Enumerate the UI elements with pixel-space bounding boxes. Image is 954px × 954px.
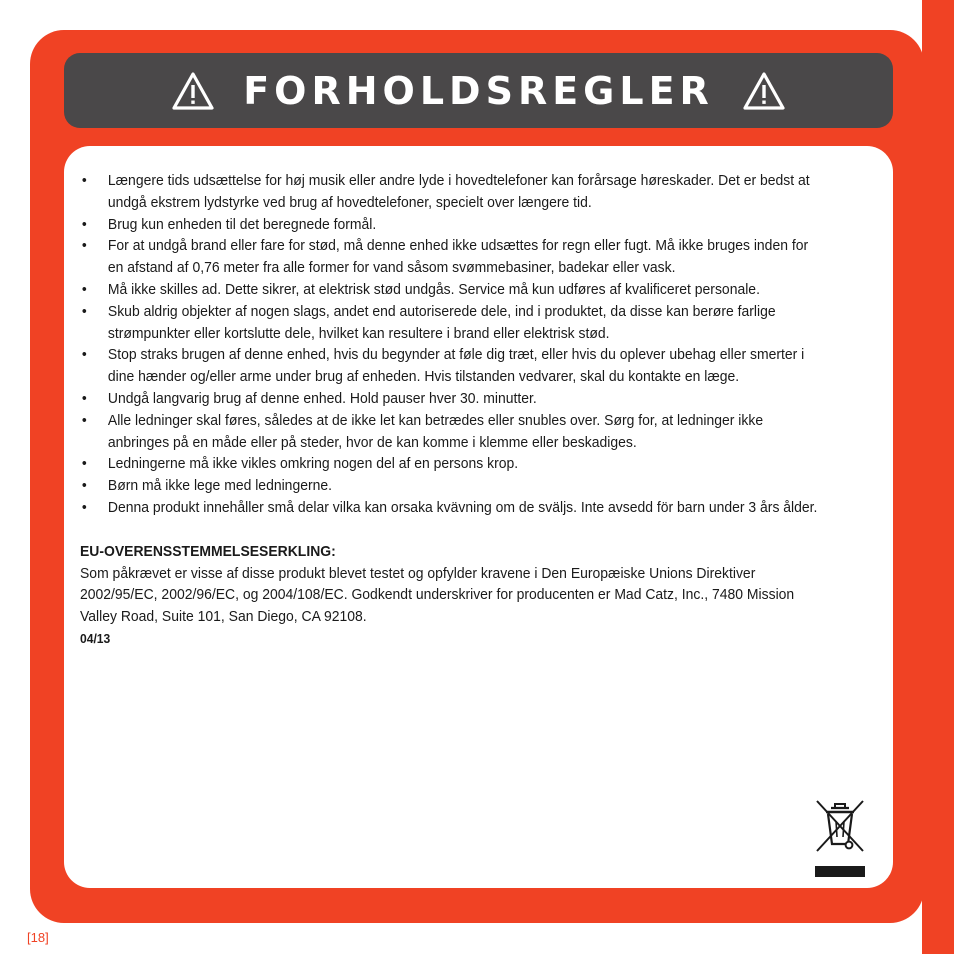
- eu-declaration-heading: EU-OVERENSSTEMMELSESERKLING:: [80, 542, 336, 560]
- precautions-list: [80, 170, 824, 519]
- warning-triangle-icon: [171, 71, 215, 111]
- list-item: • Undgå langvarig brug af denne enhed. Hold pauser hver 30. minutter.: [80, 388, 824, 410]
- list-item: • For at undgå brand eller fare for stød, må denne enhed ikke udsættes for regn eller fugt. Må ikke bruges inden for en afstand af 0,76 meter fra alle former for vand såsom svømmebasiner, badekar eller vask.: [80, 235, 824, 279]
- list-item: • Stop straks brugen af denne enhed, hvis du begynder at føle dig træt, eller hvis du oplever ubehag eller smerter i dine hænder og/eller arme under brug af enheden. Hvis tilstanden vedvarer, skal du kontakte en læge.: [80, 344, 824, 388]
- right-edge-bar: [922, 0, 954, 954]
- revision-date: 04/13: [80, 630, 111, 646]
- warning-triangle-icon: [742, 71, 786, 111]
- page-title: FORHOLDSREGLER: [243, 68, 714, 113]
- title-bar: [64, 53, 893, 128]
- list-item: • Denna produkt innehåller små delar vilka kan orsaka kvävning om de sväljs. Inte avsedd för barn under 3 års ålder.: [80, 497, 824, 519]
- list-item: • Må ikke skilles ad. Dette sikrer, at elektrisk stød undgås. Service må kun udføres af kvalificeret personale.: [80, 279, 824, 301]
- list-item: • Skub aldrig objekter af nogen slags, andet end autoriserede dele, ind i produktet, da disse kan berøre farlige strømpunkter eller kortslutte dele, hvilket kan resultere i brand eller elektrisk stød.: [80, 301, 824, 345]
- eu-declaration-body: Som påkrævet er visse af disse produkt blevet testet og opfylder kravene i Den Europæiske Unions Direktiver 2002/95/EC, 2002/96/EC, og 2004/108/EC. Godkendt underskriver for producenten er Mad Catz, Inc., 7480 Mission Valley Road, Suite 101, San Diego, CA 92108.: [80, 564, 795, 626]
- page-number: [18]: [27, 930, 49, 945]
- list-item: • Ledningerne må ikke vikles omkring nogen del af en persons krop.: [80, 453, 824, 475]
- crossed-out-wheelie-bin-icon: [813, 797, 867, 879]
- content-panel: [64, 146, 893, 888]
- list-item: • Længere tids udsættelse for høj musik eller andre lyde i hovedtelefoner kan forårsage høreskader. Det er bedst at undgå ekstrem lydstyrke ved brug af hovedtelefoner, specielt over længere tid.: [80, 170, 824, 214]
- list-item: • Brug kun enheden til det beregnede formål.: [80, 214, 824, 236]
- list-item: • Børn må ikke lege med ledningerne.: [80, 475, 824, 497]
- content: [80, 170, 824, 650]
- list-item: • Alle ledninger skal føres, således at de ikke let kan betrædes eller snubles over. Sørg for, at ledninger ikke anbringes på en måde eller på steder, hvor de kan komme i klemme eller beskadiges.: [80, 410, 824, 454]
